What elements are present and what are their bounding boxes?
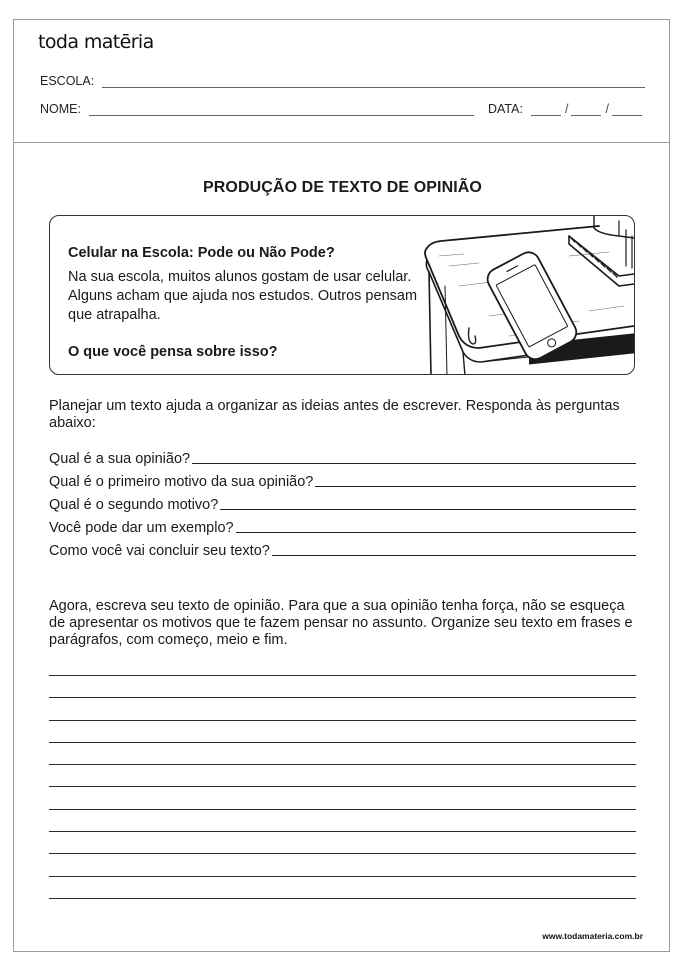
planning-instructions: Planejar um texto ajuda a organizar as ideias antes de escrever. Responda às perguntas abaixo: bbox=[49, 398, 620, 431]
escola-field bbox=[40, 74, 645, 88]
planning-question-row bbox=[49, 513, 636, 536]
escola-input-line[interactable] bbox=[102, 75, 645, 88]
answer-line-first-reason[interactable] bbox=[315, 486, 636, 487]
nome-label: NOME: bbox=[40, 102, 81, 116]
intro-box bbox=[49, 215, 635, 375]
planning-question-row bbox=[49, 490, 636, 513]
nome-input-line[interactable] bbox=[89, 103, 474, 116]
writing-line[interactable] bbox=[49, 742, 636, 764]
header-divider bbox=[13, 142, 670, 143]
footer-url: www.todamateria.com.br bbox=[542, 931, 643, 941]
intro-text: Na sua escola, muitos alunos gostam de usar celular. Alguns acham que ajuda nos estudos. Outros pensam que atrapalha. bbox=[68, 269, 418, 323]
writing-line[interactable] bbox=[49, 675, 636, 697]
writing-line[interactable] bbox=[49, 764, 636, 786]
answer-line-conclusion[interactable] bbox=[272, 555, 636, 556]
intro-heading: Celular na Escola: Pode ou Não Pode? bbox=[68, 245, 335, 261]
date-separator: / bbox=[605, 102, 609, 116]
writing-line[interactable] bbox=[49, 786, 636, 808]
data-month-line[interactable] bbox=[571, 103, 601, 116]
answer-line-example[interactable] bbox=[236, 532, 636, 533]
intro-question: O que você pensa sobre isso? bbox=[68, 344, 278, 360]
writing-line[interactable] bbox=[49, 720, 636, 742]
answer-line-second-reason[interactable] bbox=[220, 509, 636, 510]
nome-data-row bbox=[40, 102, 645, 116]
writing-line[interactable] bbox=[49, 876, 636, 898]
desk-phone-illustration bbox=[419, 216, 634, 375]
planning-question-row bbox=[49, 467, 636, 490]
answer-line-opinion[interactable] bbox=[192, 463, 636, 464]
writing-line[interactable] bbox=[49, 853, 636, 875]
data-year-line[interactable] bbox=[612, 103, 642, 116]
question-label: Qual é o primeiro motivo da sua opinião? bbox=[49, 474, 314, 490]
date-separator: / bbox=[564, 102, 569, 116]
data-day-line[interactable] bbox=[531, 103, 561, 116]
planning-question-row bbox=[49, 536, 636, 559]
brand-logo: toda matēria bbox=[38, 31, 154, 53]
question-label: Qual é a sua opinião? bbox=[49, 451, 191, 467]
question-label: Como você vai concluir seu texto? bbox=[49, 543, 270, 559]
writing-line[interactable] bbox=[49, 809, 636, 831]
question-label: Você pode dar um exemplo? bbox=[49, 520, 234, 536]
writing-line[interactable] bbox=[49, 898, 636, 920]
planning-question-row bbox=[49, 444, 636, 467]
worksheet-title: PRODUÇÃO DE TEXTO DE OPINIÃO bbox=[203, 179, 482, 196]
data-label: DATA: bbox=[487, 102, 523, 116]
writing-instructions: Agora, escreva seu texto de opinião. Para que a sua opinião tenha força, não se esqueça de apresentar os motivos que te fazem pensar no assunto. Organize seu texto em frases e parágrafos, com começo, meio e fim. bbox=[49, 598, 633, 648]
writing-line[interactable] bbox=[49, 831, 636, 853]
question-label: Qual é o segundo motivo? bbox=[49, 497, 219, 513]
planning-questions-list bbox=[49, 444, 636, 559]
writing-line[interactable] bbox=[49, 697, 636, 719]
writing-area[interactable] bbox=[49, 675, 636, 920]
escola-label: ESCOLA: bbox=[40, 74, 95, 88]
